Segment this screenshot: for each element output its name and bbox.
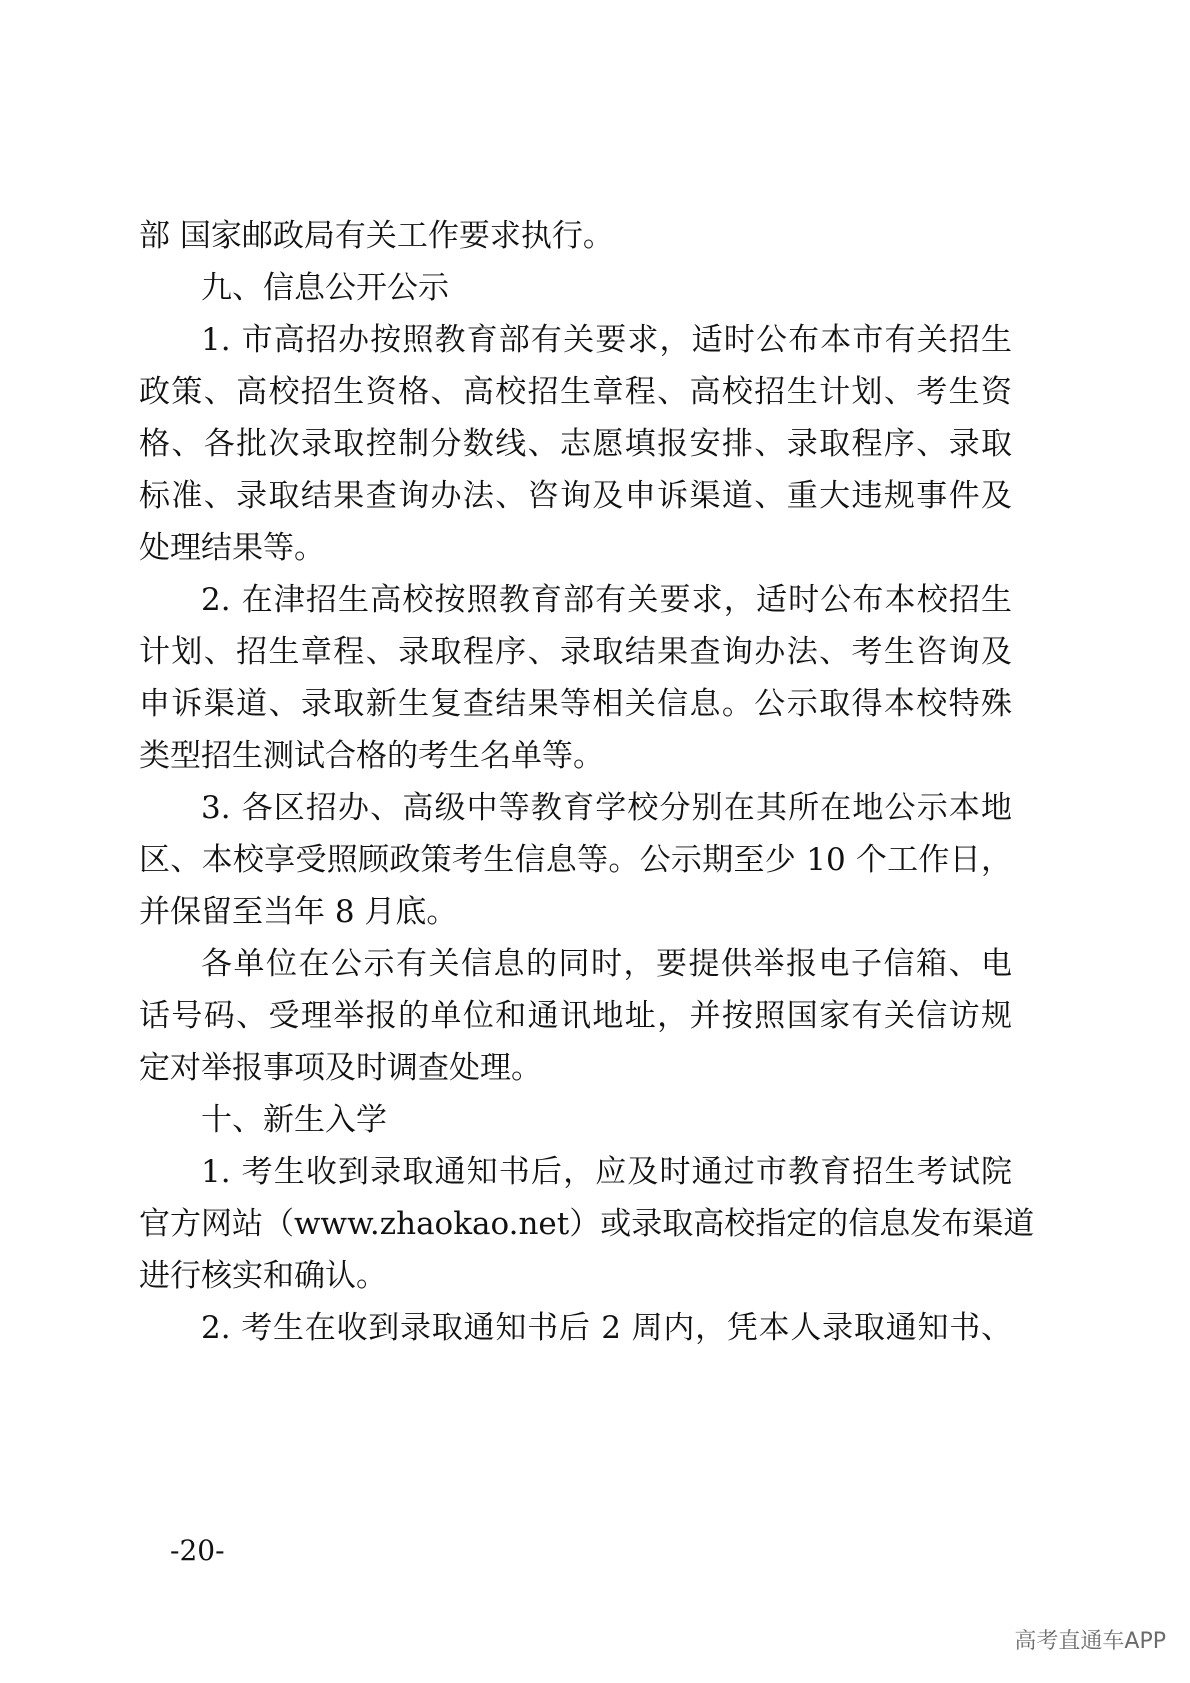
- paragraph-line: 区、本校享受照顾政策考生信息等。公示期至少 10 个工作日，: [139, 842, 1012, 878]
- paragraph-line: 政策、高校招生资格、高校招生章程、高校招生计划、考生资: [139, 374, 1012, 410]
- paragraph-line: 标准、录取结果查询办法、咨询及申诉渠道、重大违规事件及: [139, 478, 1012, 514]
- paragraph-line: 申诉渠道、录取新生复查结果等相关信息。公示取得本校特殊: [139, 686, 1012, 722]
- paragraph-line: 官方网站（www.zhaokao.net）或录取高校指定的信息发布渠道: [139, 1206, 1035, 1242]
- paragraph-line: 各单位在公示有关信息的同时，要提供举报电子信箱、电: [201, 946, 1012, 982]
- page-number: -20-: [170, 1534, 225, 1567]
- section-heading-information-disclosure: 九、信息公开公示: [201, 270, 449, 306]
- watermark: 高考直通车APP: [1014, 1629, 1166, 1654]
- paragraph-line: 2. 考生在收到录取通知书后 2 周内，凭本人录取通知书、: [201, 1310, 1012, 1346]
- paragraph-line: 类型招生测试合格的考生名单等。: [139, 738, 604, 774]
- paragraph-line: 进行核实和确认。: [139, 1258, 387, 1294]
- paragraph-line: 格、各批次录取控制分数线、志愿填报安排、录取程序、录取: [139, 426, 1012, 462]
- paragraph-line: 部 国家邮政局有关工作要求执行。: [139, 218, 614, 254]
- paragraph-line: 3. 各区招办、高级中等教育学校分别在其所在地公示本地: [201, 790, 1012, 826]
- paragraph-line: 1. 市高招办按照教育部有关要求，适时公布本市有关招生: [201, 322, 1012, 358]
- paragraph-line: 计划、招生章程、录取程序、录取结果查询办法、考生咨询及: [139, 634, 1012, 670]
- paragraph-line: 并保留至当年 8 月底。: [139, 894, 458, 930]
- paragraph-line: 2. 在津招生高校按照教育部有关要求，适时公布本校招生: [201, 582, 1012, 618]
- paragraph-line: 处理结果等。: [139, 530, 325, 566]
- section-heading-new-student-enrollment: 十、新生入学: [201, 1102, 387, 1138]
- paragraph-line: 定对举报事项及时调查处理。: [139, 1050, 542, 1086]
- paragraph-line: 1. 考生收到录取通知书后，应及时通过市教育招生考试院: [201, 1154, 1012, 1190]
- paragraph-line: 话号码、受理举报的单位和通讯地址，并按照国家有关信访规: [139, 998, 1012, 1034]
